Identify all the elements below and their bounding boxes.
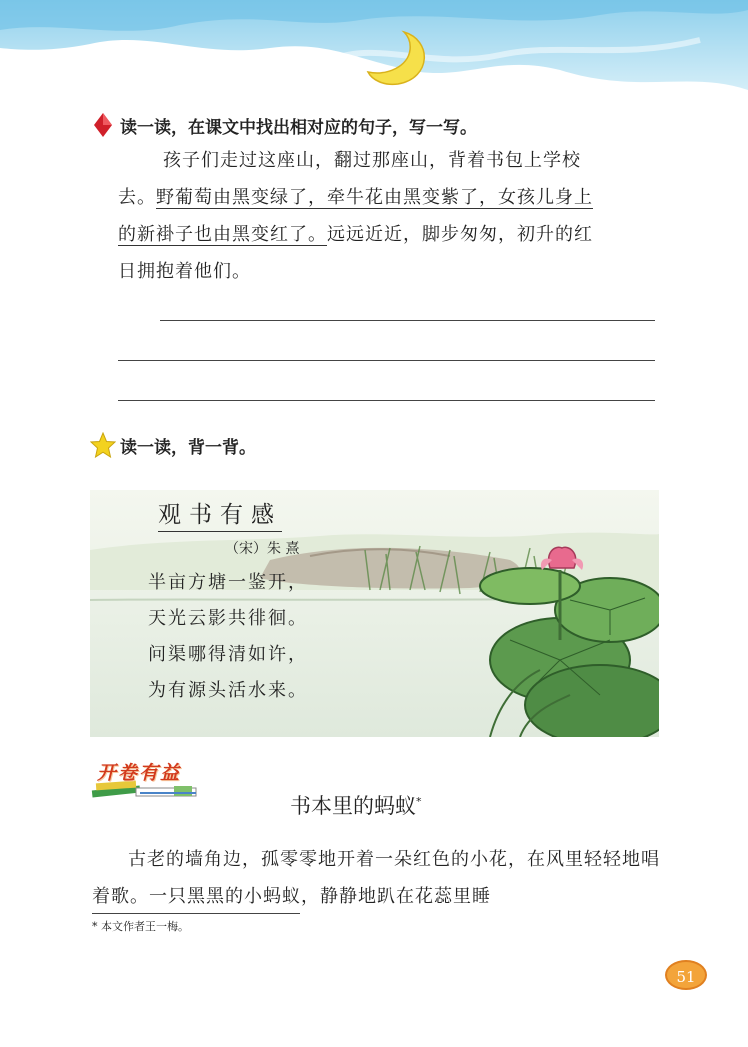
poem-title: 观书有感 <box>158 496 282 532</box>
section-badge: 开卷有益 <box>97 762 182 784</box>
red-diamond-icon <box>90 112 116 138</box>
story-title-text: 书本里的蚂蚁 <box>290 794 416 818</box>
writing-line-2[interactable] <box>118 360 655 361</box>
writing-line-3[interactable] <box>118 400 655 401</box>
section-heading-recite <box>90 432 256 458</box>
footnote-mark: * <box>416 795 422 808</box>
poem-line-4: 为有源头活水来。 <box>148 680 308 701</box>
underlined-sentence: 野葡萄由黑变绿了，牵牛花由黑变紫了，女孩儿身上 <box>156 187 593 208</box>
page-number: 51 <box>665 960 707 990</box>
passage-line-1: 孩子们走过这座山，翻过那座山，背着书包上学校 <box>163 150 581 171</box>
section-heading-find-sentences <box>90 112 477 138</box>
footnote: * 本文作者王一梅。 <box>92 920 189 933</box>
heading-text: 读一读，在课文中找出相对应的句子，写一写。 <box>120 117 477 138</box>
underlined-sentence: 的新褂子也由黑变红了。 <box>118 224 327 245</box>
writing-line-1[interactable] <box>160 320 655 321</box>
passage-text: 远远近近，脚步匆匆，初升的红 <box>327 224 593 245</box>
poem-author: （宋）朱 熹 <box>225 541 300 557</box>
heading-text: 读一读，背一背。 <box>120 437 256 458</box>
sky-banner <box>0 0 748 105</box>
poem-line-1: 半亩方塘一鉴开， <box>148 572 308 593</box>
passage-text: 去。 <box>118 187 156 208</box>
passage-line-4: 日拥抱着他们。 <box>118 261 251 282</box>
footnote-rule <box>92 913 300 914</box>
poem-line-2: 天光云影共徘徊。 <box>148 608 308 629</box>
story-title <box>290 790 422 820</box>
star-icon <box>90 432 116 458</box>
story-paragraph: 古老的墙角边，孤零零地开着一朵红色的小花，在风里轻轻地唱着歌。一只黑黑的小蚂蚁，静静地趴在花蕊里睡 <box>92 849 660 907</box>
passage-line-2 <box>118 179 658 216</box>
passage-line-3 <box>118 216 658 253</box>
poem-line-3: 问渠哪得清如许， <box>148 644 308 665</box>
poem-illustration <box>90 490 659 737</box>
